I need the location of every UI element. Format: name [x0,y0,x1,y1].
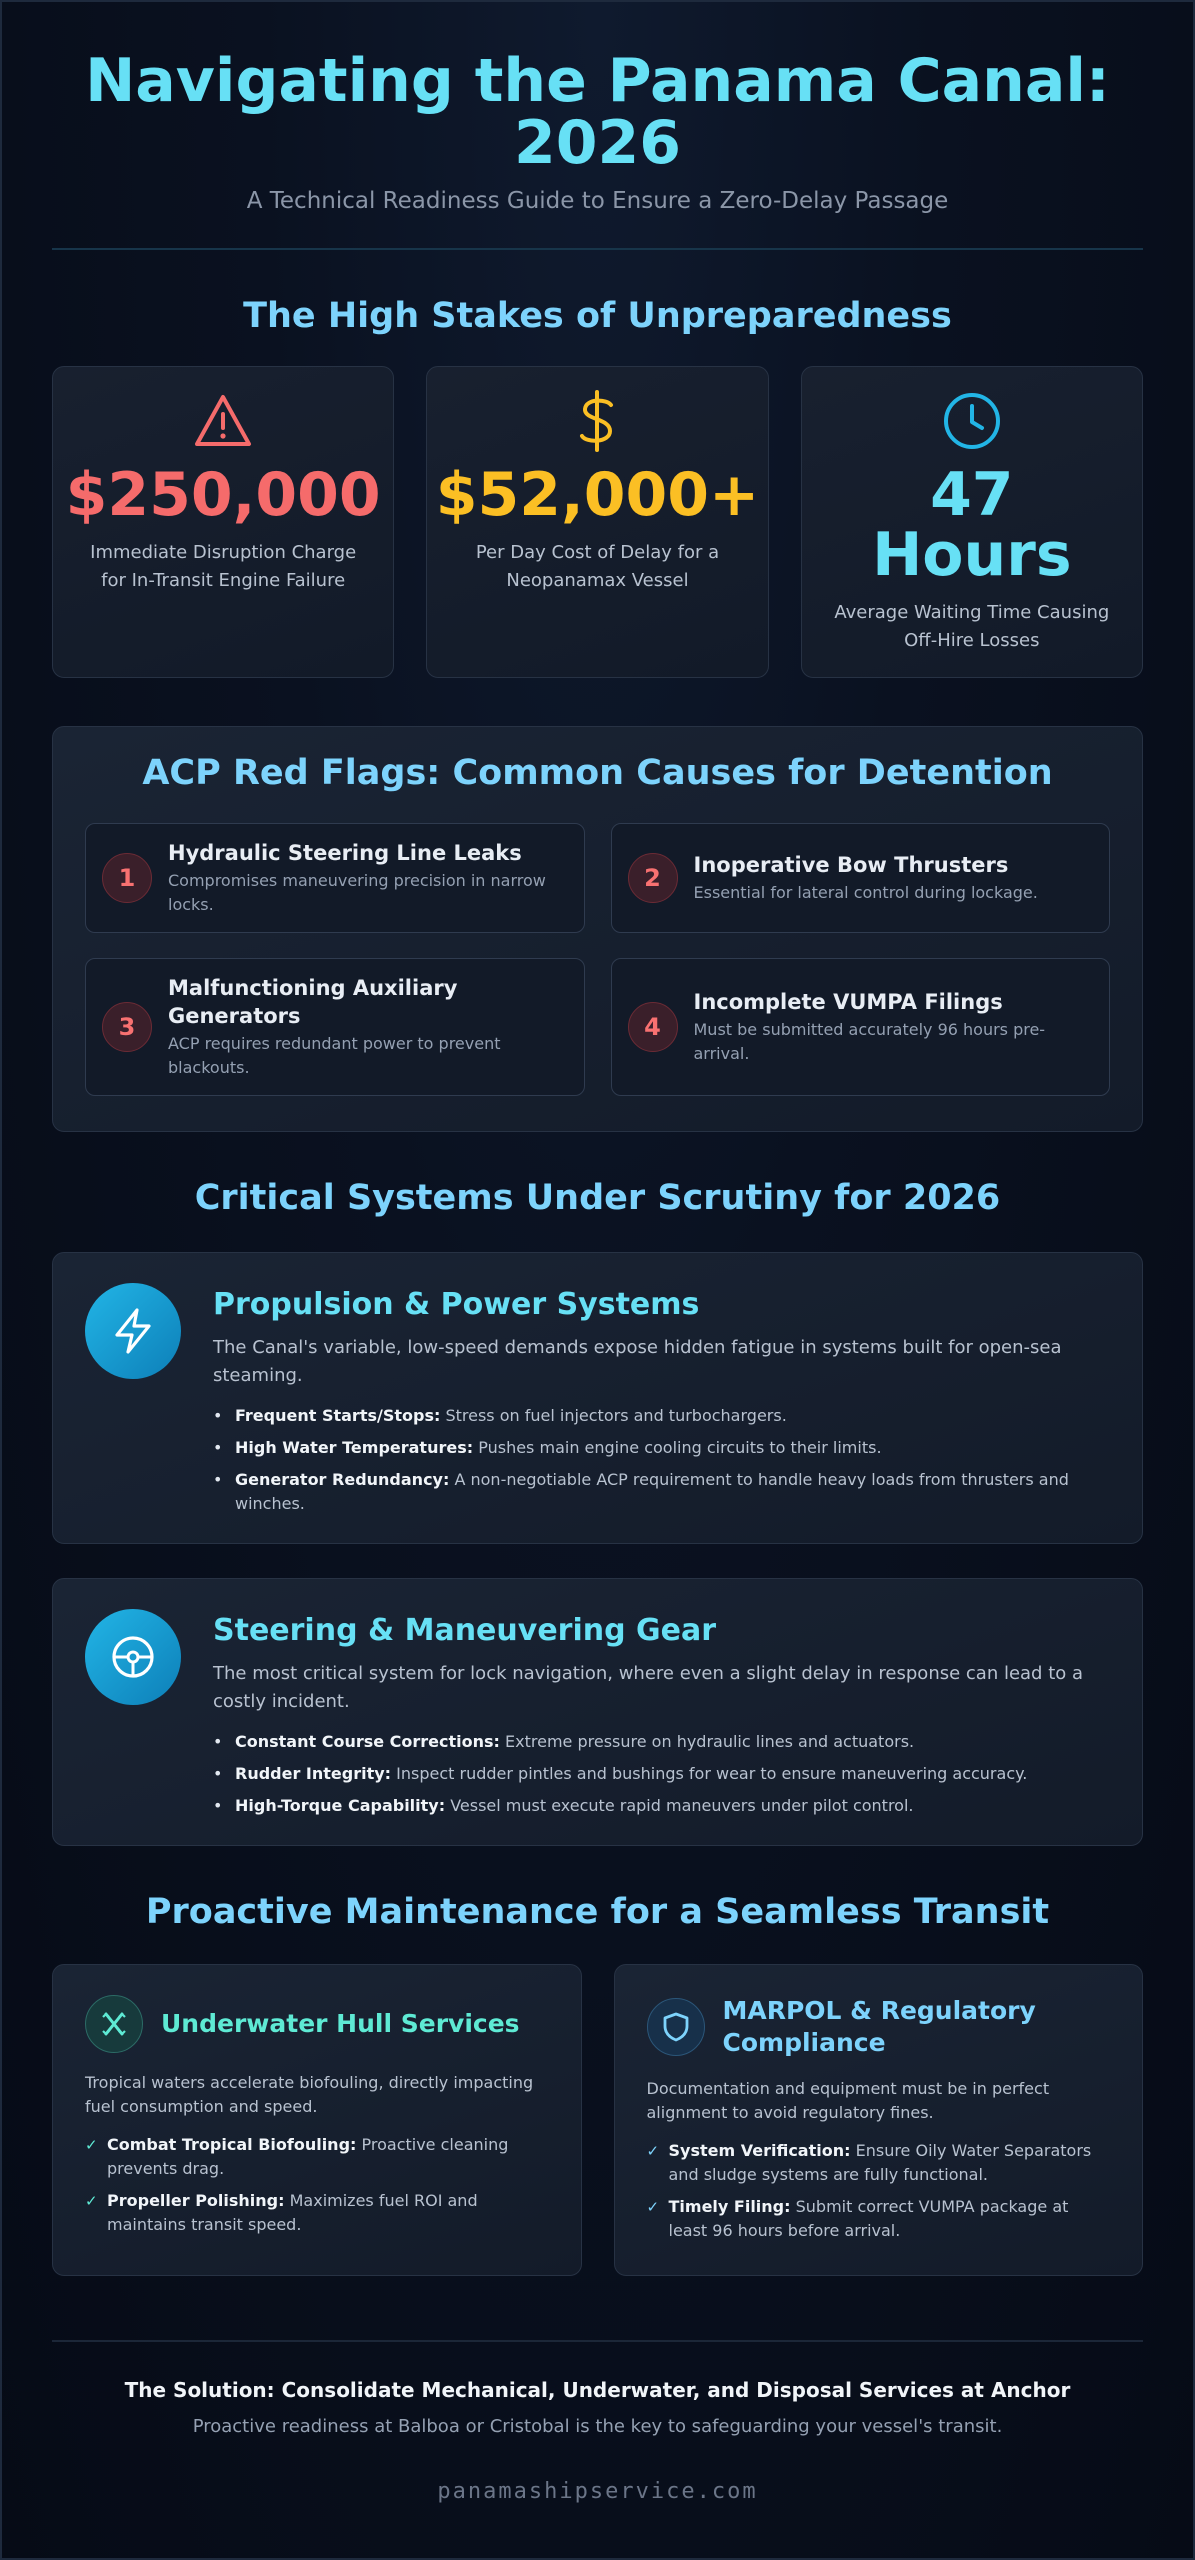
system-desc: The Canal's variable, low-speed demands expose hidden fatigue in systems built for open-sea steaming. [213,1337,1062,1386]
bullet-text: A non-negotiable ACP requirement to handle heavy loads from thrusters and winches. [235,1470,1069,1513]
website-url[interactable]: panamashipservice.com [437,2479,758,2504]
stat-value: $52,000+ [435,460,760,530]
flag-number-badge: 2 [628,853,678,903]
title-line-2: 2026 [514,108,681,178]
check-icon: ✓ [646,2142,660,2160]
stakes-title: The High Stakes of Unpreparedness [243,296,952,336]
systems-title: Critical Systems Under Scrutiny for 2026 [194,1178,1001,1218]
checklist-bold: Propeller Polishing: [107,2191,285,2210]
bullet-bold: High-Torque Capability: [235,1796,446,1815]
red-flags-title: ACP Red Flags: Common Causes for Detention [142,753,1053,793]
check-icon: ✓ [85,2192,98,2210]
steering-wheel-icon [85,1609,181,1705]
checklist-text: Submit correct VUMPA package at least 96 hours before arrival. [668,2197,1069,2240]
bullet-bold: Frequent Starts/Stops: [235,1406,441,1425]
bullet-text: Vessel must execute rapid maneuvers under pilot control. [445,1796,914,1815]
stat-desc: Average Waiting Time Causing Off-Hire Losses [834,602,1110,651]
bullet-text: Pushes main engine cooling circuits to their limits. [473,1438,882,1457]
system-title: Propulsion & Power Systems [213,1287,700,1322]
check-icon: ✓ [646,2198,660,2216]
flag-desc: Essential for lateral control during lockage. [693,883,1038,902]
stat-desc: Per Day Cost of Delay for a Neopanamax Vessel [475,542,720,591]
maintenance-card-hull [52,1964,582,2276]
footer-headline: The Solution: Consolidate Mechanical, Underwater, and Disposal Services at Anchor [124,2378,1071,2402]
flag-number-badge: 4 [628,1002,678,1052]
system-card-propulsion [52,1252,1143,1544]
header [52,2,1143,250]
bullet-item [213,1794,1110,1818]
checklist-text: Proactive cleaning prevents drag. [107,2135,509,2178]
red-flag-item [85,823,585,933]
maintenance-card-title: Underwater Hull Services [161,2009,520,2038]
flag-number-badge: 3 [102,1002,152,1052]
maintenance-checklist [85,2133,549,2237]
stakes-cards [52,366,1143,678]
bullet-item [213,1762,1110,1786]
shield-icon [647,1998,705,2056]
stat-card-waiting-time [801,366,1143,678]
page-subtitle: A Technical Readiness Guide to Ensure a Zero-Delay Passage [246,188,949,214]
checklist-text: Ensure Oily Water Separators and sludge systems are fully functional. [668,2141,1092,2184]
footer [52,2340,1143,2504]
flag-number-badge: 1 [102,853,152,903]
flag-title: Inoperative Bow Thrusters [693,853,1009,877]
checklist-item [85,2133,549,2181]
footer-divider [52,2340,1143,2342]
dollar-icon [427,387,767,455]
system-title: Steering & Maneuvering Gear [213,1613,717,1648]
checklist-item [647,2139,1111,2187]
lightning-icon [85,1283,181,1379]
system-card-steering [52,1578,1143,1846]
flag-desc: Compromises maneuvering precision in narrow locks. [168,871,546,914]
system-desc: The most critical system for lock navigation, where even a slight delay in response can lead to a costly incident. [213,1663,1084,1712]
anchor-x-icon [85,1995,143,2053]
system-bullets [213,1730,1110,1818]
checklist-bold: System Verification: [668,2141,851,2160]
checklist-bold: Combat Tropical Biofouling: [107,2135,357,2154]
bullet-item [213,1468,1110,1516]
bullet-text: Stress on fuel injectors and turbochargers. [440,1406,787,1425]
stat-desc: Immediate Disruption Charge for In-Transit Engine Failure [90,542,357,591]
maintenance-card-desc: Tropical waters accelerate biofouling, directly impacting fuel consumption and speed. [85,2073,534,2116]
bullet-bold: High Water Temperatures: [235,1438,474,1457]
stat-value: 47 Hours [872,460,1072,590]
maintenance-card-marpol [614,1964,1144,2276]
bullet-text: Inspect rudder pintles and bushings for wear to ensure maneuvering accuracy. [391,1764,1028,1783]
maintenance-card-header [647,1995,1111,2059]
red-flag-item [611,823,1111,933]
flag-title: Incomplete VUMPA Filings [693,990,1003,1014]
clock-icon [802,387,1142,455]
header-divider [52,248,1143,250]
check-icon: ✓ [85,2136,98,2154]
bullet-text: Extreme pressure on hydraulic lines and actuators. [499,1732,915,1751]
page-title [52,46,1143,178]
flag-title: Malfunctioning Auxiliary Generators [168,976,458,1028]
stat-card-disruption [52,366,394,678]
stat-card-delay-cost [426,366,768,678]
bullet-bold: Constant Course Corrections: [235,1732,500,1751]
red-flags-panel [52,726,1143,1132]
checklist-item [647,2195,1111,2243]
flag-title: Hydraulic Steering Line Leaks [168,841,522,865]
bullet-bold: Generator Redundancy: [235,1470,450,1489]
bullet-item [213,1730,1110,1754]
bullet-bold: Rudder Integrity: [235,1764,392,1783]
title-line-1: Navigating the Panama Canal: [85,46,1110,116]
maintenance-title: Proactive Maintenance for a Seamless Transit [145,1892,1050,1932]
red-flag-item [85,958,585,1096]
footer-subtext: Proactive readiness at Balboa or Cristobal is the key to safeguarding your vessel's transit. [192,2416,1003,2437]
checklist-bold: Timely Filing: [668,2197,791,2216]
maintenance-card-desc: Documentation and equipment must be in perfect alignment to avoid regulatory fines. [646,2079,1050,2122]
red-flags-grid [85,823,1110,1096]
warning-icon [53,387,393,455]
stat-value: $250,000 [65,460,381,530]
checklist-text: Maximizes fuel ROI and maintains transit speed. [107,2191,478,2234]
red-flag-item [611,958,1111,1096]
flag-desc: Must be submitted accurately 96 hours pre-arrival. [693,1020,1046,1063]
maintenance-card-title: MARPOL & Regulatory Compliance [722,1996,1036,2057]
bullet-item [213,1436,1110,1460]
system-bullets [213,1404,1110,1516]
bullet-item [213,1404,1110,1428]
maintenance-checklist [647,2139,1111,2243]
maintenance-cards [52,1964,1143,2276]
flag-desc: ACP requires redundant power to prevent blackouts. [168,1034,501,1077]
maintenance-card-header [85,1995,549,2053]
checklist-item [85,2189,549,2237]
